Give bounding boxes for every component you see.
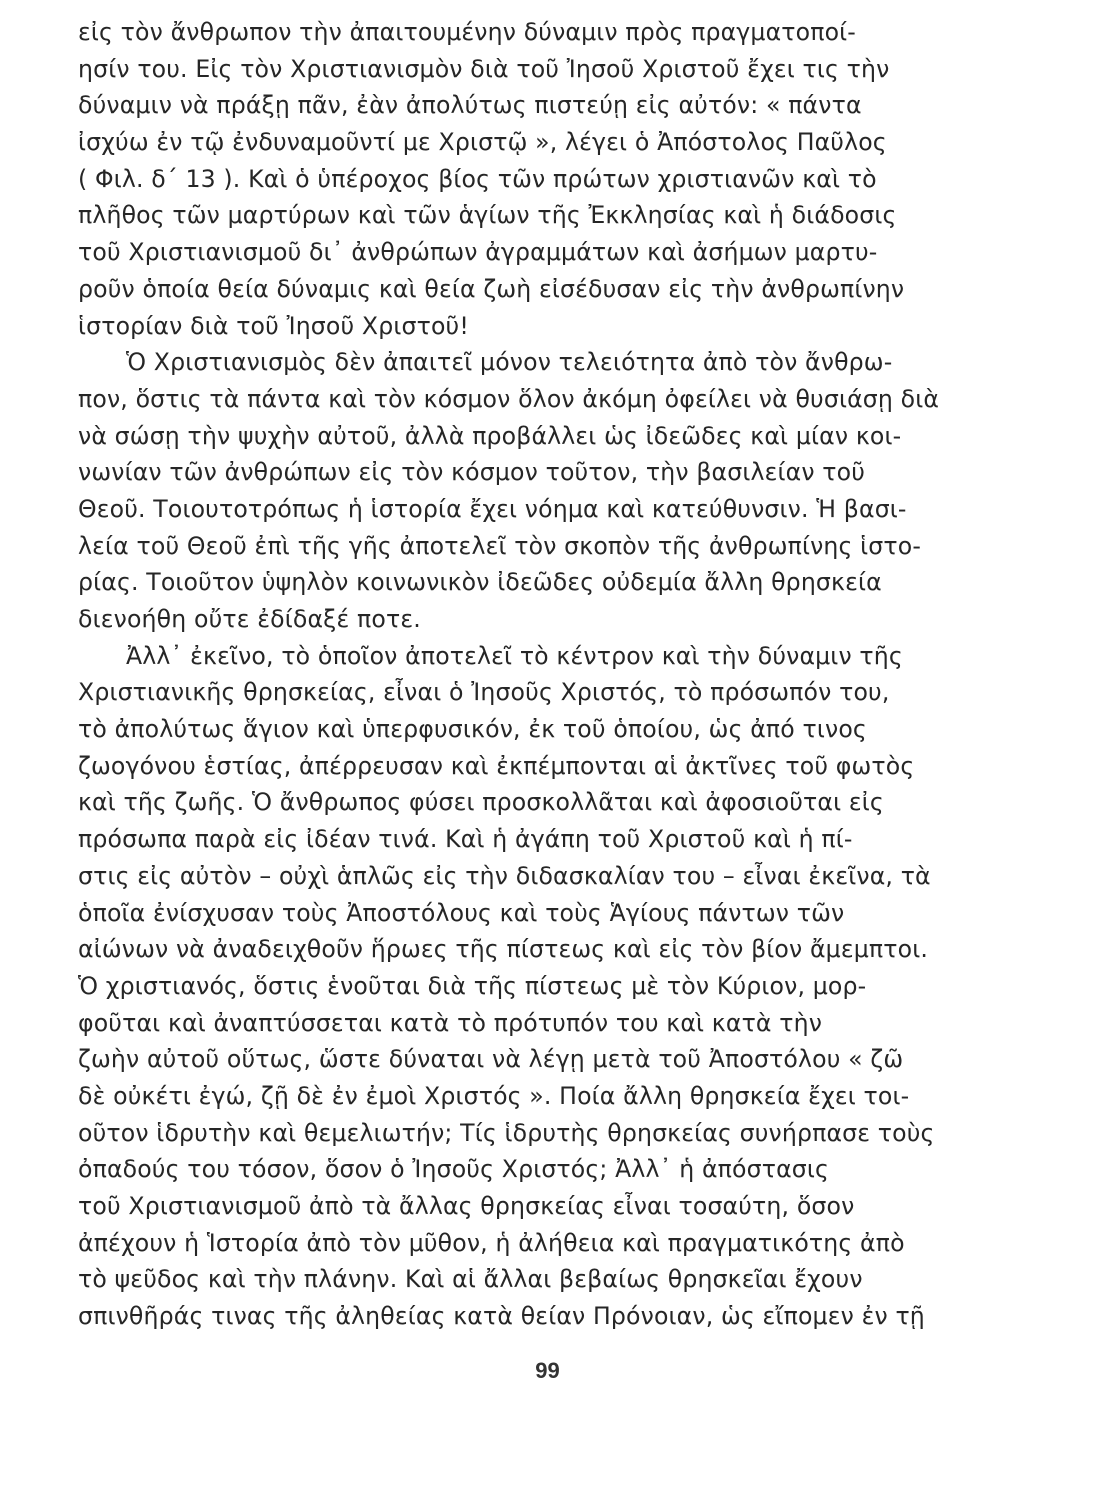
body-text bbox=[78, 14, 950, 1335]
text-line: ρίας. Τοιοῦτον ὑψηλὸν κοινωνικὸν ἰδεῶδες οὐδεμία ἄλλη θρησκεία bbox=[78, 568, 882, 597]
text-line: ζωὴν αὐτοῦ οὕτως, ὥστε δύναται νὰ λέγῃ μετὰ τοῦ Ἀποστόλου « ζῶ bbox=[78, 1045, 904, 1074]
text-line: πον, ὅστις τὰ πάντα καὶ τὸν κόσμον ὅλον ἀκόμη ὀφείλει νὰ θυσιάσῃ διὰ bbox=[78, 384, 940, 413]
text-line: αἰώνων νὰ ἀναδειχθοῦν ἥρωες τῆς πίστεως καὶ εἰς τὸν βίον ἄμεμπτοι. bbox=[78, 935, 928, 964]
paragraph-3 bbox=[78, 638, 950, 1335]
text-line: Θεοῦ. Τοιουτοτρόπως ἡ ἱστορία ἔχει νόημα καὶ κατεύθυνσιν. Ἡ βασι- bbox=[78, 494, 907, 523]
text-line: τοῦ Χριστιανισμοῦ ἀπὸ τὰ ἄλλας θρησκείας εἶναι τοσαύτη, ὅσον bbox=[78, 1192, 855, 1220]
text-line: οῦτον ἱδρυτὴν καὶ θεμελιωτήν; Τίς ἱδρυτὴς θρησκείας συνήρπασε τοὺς bbox=[78, 1118, 935, 1147]
text-line: ( Φιλ. δ΄ 13 ). Καὶ ὁ ὑπέροχος βίος τῶν πρώτων χριστιανῶν καὶ τὸ bbox=[78, 164, 877, 193]
paragraph-1 bbox=[78, 14, 950, 344]
text-line: λεία τοῦ Θεοῦ ἐπὶ τῆς γῆς ἀποτελεῖ τὸν σκοπὸν τῆς ἀνθρωπίνης ἱστο- bbox=[78, 531, 922, 560]
text-line: καὶ τῆς ζωῆς. Ὁ ἄνθρωπος φύσει προσκολλᾶται καὶ ἀφοσιοῦται εἰς bbox=[78, 788, 884, 817]
text-line: νὰ σώσῃ τὴν ψυχὴν αὐτοῦ, ἀλλὰ προβάλλει ὡς ἰδεῶδες καὶ μίαν κοι- bbox=[78, 421, 902, 450]
text-line: ροῦν ὁποία θεία δύναμις καὶ θεία ζωὴ εἰσέδυσαν εἰς τὴν ἀνθρωπίνην bbox=[78, 274, 905, 303]
text-line: ζωογόνου ἑστίας, ἀπέρρευσαν καὶ ἐκπέμπονται αἱ ἀκτῖνες τοῦ φωτὸς bbox=[78, 751, 915, 780]
text-line: Ἀλλ᾽ ἐκεῖνο, τὸ ὁποῖον ἀποτελεῖ τὸ κέντρον καὶ τὴν δύναμιν τῆς bbox=[126, 641, 903, 670]
text-line: εἰς τὸν ἄνθρωπον τὴν ἀπαιτουμένην δύναμιν πρὸς πραγματοποί- bbox=[78, 18, 856, 46]
text-line: σπινθῆράς τινας τῆς ἀληθείας κατὰ θείαν Πρόνοιαν, ὡς εἴπομεν ἐν τῇ bbox=[78, 1302, 925, 1331]
text-line: φοῦται καὶ ἀναπτύσσεται κατὰ τὸ πρότυπόν του καὶ κατὰ τὴν bbox=[78, 1008, 823, 1037]
text-line: νωνίαν τῶν ἀνθρώπων εἰς τὸν κόσμον τοῦτον, τὴν βασιλείαν τοῦ bbox=[78, 458, 866, 487]
text-line: ὁποῖα ἐνίσχυσαν τοὺς Ἀποστόλους καὶ τοὺς Ἁγίους πάντων τῶν bbox=[78, 898, 845, 927]
text-line: τὸ ψεῦδος καὶ τὴν πλάνην. Καὶ αἱ ἄλλαι βεβαίως θρησκεῖαι ἔχουν bbox=[78, 1265, 863, 1294]
text-line: Χριστιανικῆς θρησκείας, εἶναι ὁ Ἰησοῦς Χριστός, τὸ πρόσωπόν του, bbox=[78, 678, 890, 707]
text-line: Ὁ Χριστιανισμὸς δὲν ἀπαιτεῖ μόνον τελειότητα ἀπὸ τὸν ἄνθρω- bbox=[126, 348, 893, 377]
text-line: δὲ οὐκέτι ἐγώ, ζῇ δὲ ἐν ἐμοὶ Χριστός ». Ποία ἄλλη θρησκεία ἔχει τοι- bbox=[78, 1081, 910, 1110]
page-number: 99 bbox=[535, 1358, 560, 1383]
paragraph-2 bbox=[78, 344, 950, 638]
text-line: δύναμιν νὰ πράξῃ πᾶν, ἐὰν ἀπολύτως πιστεύῃ εἰς αὐτόν: « πάντα bbox=[78, 91, 862, 120]
text-line: ἱστορίαν διὰ τοῦ Ἰησοῦ Χριστοῦ! bbox=[78, 311, 469, 340]
text-line: πρόσωπα παρὰ εἰς ἰδέαν τινά. Καὶ ἡ ἀγάπη τοῦ Χριστοῦ καὶ ἡ πί- bbox=[78, 825, 853, 854]
text-line: Ὁ χριστιανός, ὅστις ἑνοῦται διὰ τῆς πίστεως μὲ τὸν Κύριον, μορ- bbox=[78, 971, 867, 1000]
text-line: ὀπαδούς του τόσον, ὅσον ὁ Ἰησοῦς Χριστός; Ἀλλ᾽ ἡ ἀπόστασις bbox=[78, 1155, 830, 1184]
text-line: ἀπέχουν ἡ Ἱστορία ἀπὸ τὸν μῦθον, ἡ ἀλήθεια καὶ πραγματικότης ἀπὸ bbox=[78, 1228, 905, 1257]
text-line: ἰσχύω ἐν τῷ ἐνδυναμοῦντί με Χριστῷ », λέγει ὁ Ἀπόστολος Παῦλος bbox=[78, 128, 887, 157]
text-line: πλῆθος τῶν μαρτύρων καὶ τῶν ἁγίων τῆς Ἐκκλησίας καὶ ἡ διάδοσις bbox=[78, 201, 897, 230]
text-line: διενοήθη οὔτε ἐδίδαξέ ποτε. bbox=[78, 605, 421, 633]
text-line: ησίν του. Εἰς τὸν Χριστιανισμὸν διὰ τοῦ Ἰησοῦ Χριστοῦ ἔχει τις τὴν bbox=[78, 54, 890, 83]
text-line: στις εἰς αὐτὸν – οὐχὶ ἁπλῶς εἰς τὴν διδασκαλίαν του – εἶναι ἐκεῖνα, τὰ bbox=[78, 861, 931, 890]
text-line: τοῦ Χριστιανισμοῦ δι᾽ ἀνθρώπων ἀγραμμάτων καὶ ἀσήμων μαρτυ- bbox=[78, 238, 878, 267]
text-line: τὸ ἀπολύτως ἅγιον καὶ ὑπερφυσικόν, ἐκ τοῦ ὁποίου, ὡς ἀπό τινος bbox=[78, 715, 867, 744]
